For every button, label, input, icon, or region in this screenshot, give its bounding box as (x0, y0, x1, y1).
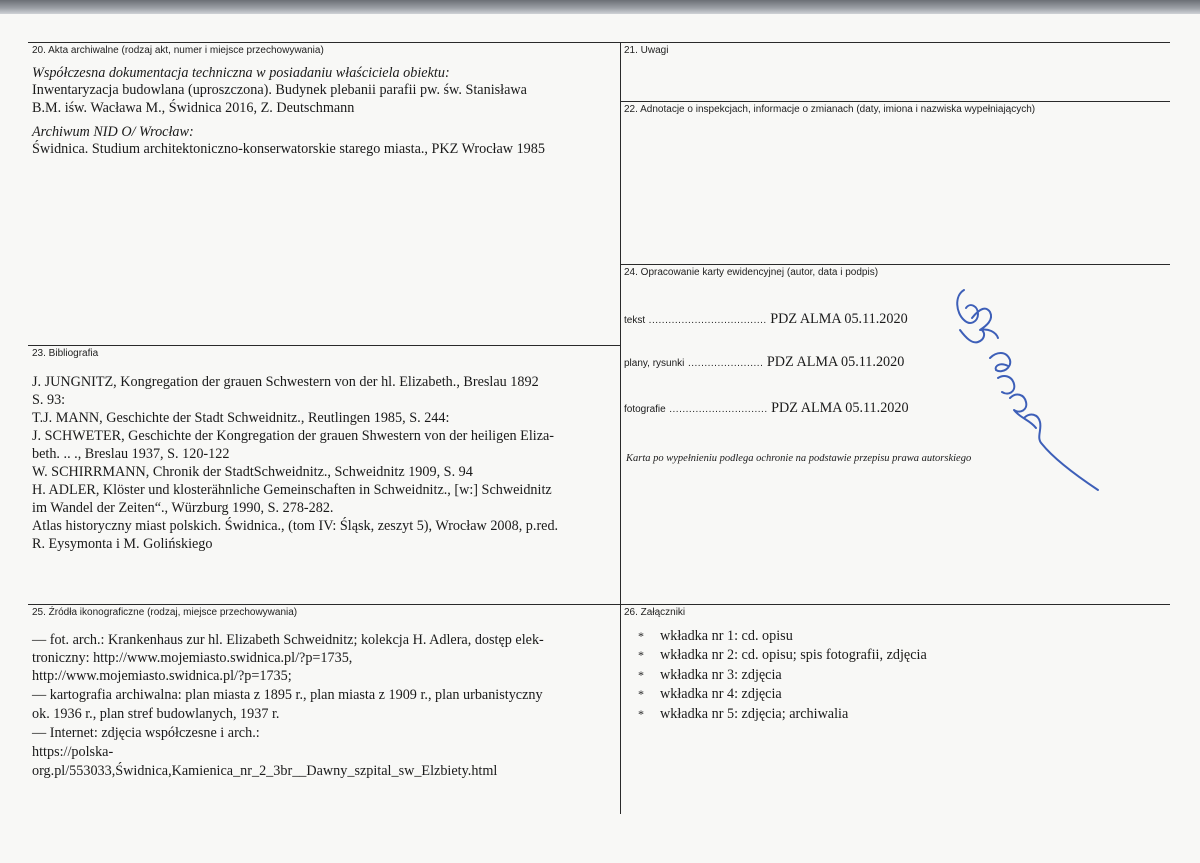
authorship-row-photos (624, 399, 909, 419)
section-20-label: 20. Akta archiwalne (rodzaj akt, numer i miejsce przechowywania) (32, 45, 324, 56)
bullet-icon: * (638, 707, 644, 721)
iconography-line: — kartografia archiwalna: plan miasta z 1895 r., plan miasta z 1909 r., plan urbanistyczny (32, 687, 543, 703)
iconography-line: org.pl/553033,Świdnica,Kamienica_nr_2_3br__Dawny_szpital_sw_Elzbiety.html (32, 763, 498, 779)
attachment-item-label: wkładka nr 1: cd. opisu (660, 628, 793, 644)
divider-middle (28, 604, 1170, 605)
divider-21-22 (620, 101, 1170, 102)
section-26-label: 26. Załączniki (624, 607, 686, 618)
bibliography-entry: im Wandel der Zeiten“., Würzburg 1990, S. 278-282. (32, 500, 334, 516)
bibliography-entry: R. Eysymonta i M. Golińskiego (32, 536, 213, 552)
authorship-row-drawings-dots: ....................... (687, 358, 764, 369)
bullet-icon: * (638, 629, 644, 643)
section-20-heading-1: Współczesna dokumentacja techniczna w posiadaniu właściciela obiektu: (32, 65, 450, 81)
authorship-row-text (624, 310, 908, 330)
bibliography-entry: J. JUNGNITZ, Kongregation der grauen Schwestern von der hl. Elizabeth., Breslau 1892 (32, 374, 539, 390)
attachment-item (638, 666, 782, 684)
divider-22-24 (620, 264, 1170, 265)
divider-top (28, 42, 1170, 43)
attachment-item (638, 685, 782, 703)
bibliography-entry: H. ADLER, Klöster und klosterähnliche Gemeinschaften in Schweidnitz., [w:] Schweidnitz (32, 482, 552, 498)
authorship-row-drawings-value: PDZ ALMA 05.11.2020 (766, 354, 905, 370)
attachment-item-label: wkładka nr 4: zdjęcia (660, 686, 782, 702)
bibliography-entry: Atlas historyczny miast polskich. Świdnica., (tom IV: Śląsk, zeszyt 5), Wrocław 2008, p.red. (32, 518, 559, 534)
authorship-row-photos-key: fotografie (624, 404, 666, 415)
authorship-row-text-value: PDZ ALMA 05.11.2020 (770, 311, 908, 327)
authorship-row-text-key: tekst (624, 315, 646, 326)
divider-vertical (620, 42, 621, 814)
iconography-line: ok. 1936 r., plan stref budowlanych, 1937 r. (32, 706, 280, 722)
iconography-line: troniczny: http://www.mojemiasto.swidnica.pl/?p=1735, (32, 650, 353, 666)
bibliography-entry: T.J. MANN, Geschichte der Stadt Schweidnitz., Reutlingen 1985, S. 244: (32, 410, 450, 426)
authorship-row-drawings-key: plany, rysunki (624, 358, 685, 369)
bibliography-entry: beth. .. ., Breslau 1937, S. 120-122 (32, 446, 230, 462)
section-20-line-1: Inwentaryzacja budowlana (uproszczona). Budynek plebanii parafii pw. św. Stanisława (32, 82, 527, 98)
iconography-line: http://www.mojemiasto.swidnica.pl/?p=1735; (32, 668, 292, 684)
bullet-icon: * (638, 648, 644, 662)
section-22-label: 22. Adnotacje o inspekcjach, informacje o zmianach (daty, imiona i nazwiska wypełniających) (624, 104, 1036, 115)
section-20-heading-2: Archiwum NID O/ Wrocław: (32, 124, 194, 140)
bibliography-entry: W. SCHIRRMANN, Chronik der StadtSchweidnitz., Schweidnitz 1909, S. 94 (32, 464, 473, 480)
authorship-row-drawings (624, 353, 904, 373)
attachment-item-label: wkładka nr 5: zdjęcia; archiwalia (660, 706, 849, 722)
scan-top-edge (0, 0, 1200, 14)
iconography-line: — Internet: zdjęcia współczesne i arch.: (32, 725, 260, 741)
section-24-label: 24. Opracowanie karty ewidencyjnej (autor, data i podpis) (624, 267, 879, 278)
bibliography-entry: J. SCHWETER, Geschichte der Kongregation der grauen Shwestern von der heiligen Eliza- (32, 428, 555, 444)
bullet-icon: * (638, 687, 644, 701)
attachment-item (638, 646, 927, 664)
handwritten-signature (950, 278, 1110, 503)
section-20-line-3: Świdnica. Studium architektoniczno-konserwatorskie starego miasta., PKZ Wrocław 1985 (32, 141, 545, 157)
authorship-row-text-dots: .................................... (648, 315, 767, 326)
authorship-row-photos-dots: .............................. (669, 404, 768, 415)
attachment-item-label: wkładka nr 2: cd. opisu; spis fotografii, zdjęcia (660, 647, 927, 663)
iconography-line: https://polska- (32, 744, 114, 760)
divider-20-23 (28, 345, 620, 346)
attachment-item (638, 705, 848, 723)
bibliography-entry: S. 93: (32, 392, 66, 408)
attachment-item (638, 627, 793, 645)
iconography-line: — fot. arch.: Krankenhaus zur hl. Elizabeth Schweidnitz; kolekcja H. Adlera, dostęp elek- (32, 632, 544, 648)
section-21-label: 21. Uwagi (624, 45, 669, 56)
section-23-label: 23. Bibliografia (32, 348, 99, 359)
authorship-row-photos-value: PDZ ALMA 05.11.2020 (771, 400, 909, 416)
section-25-label: 25. Źródła ikonograficzne (rodzaj, miejsce przechowywania) (32, 607, 298, 618)
copyright-note: Karta po wypełnieniu podlega ochronie na podstawie przepisu prawa autorskiego (626, 453, 972, 464)
bullet-icon: * (638, 668, 644, 682)
section-20-line-2: B.M. iśw. Wacława M., Świdnica 2016, Z. Deutschmann (32, 100, 355, 116)
attachment-item-label: wkładka nr 3: zdjęcia (660, 667, 782, 683)
